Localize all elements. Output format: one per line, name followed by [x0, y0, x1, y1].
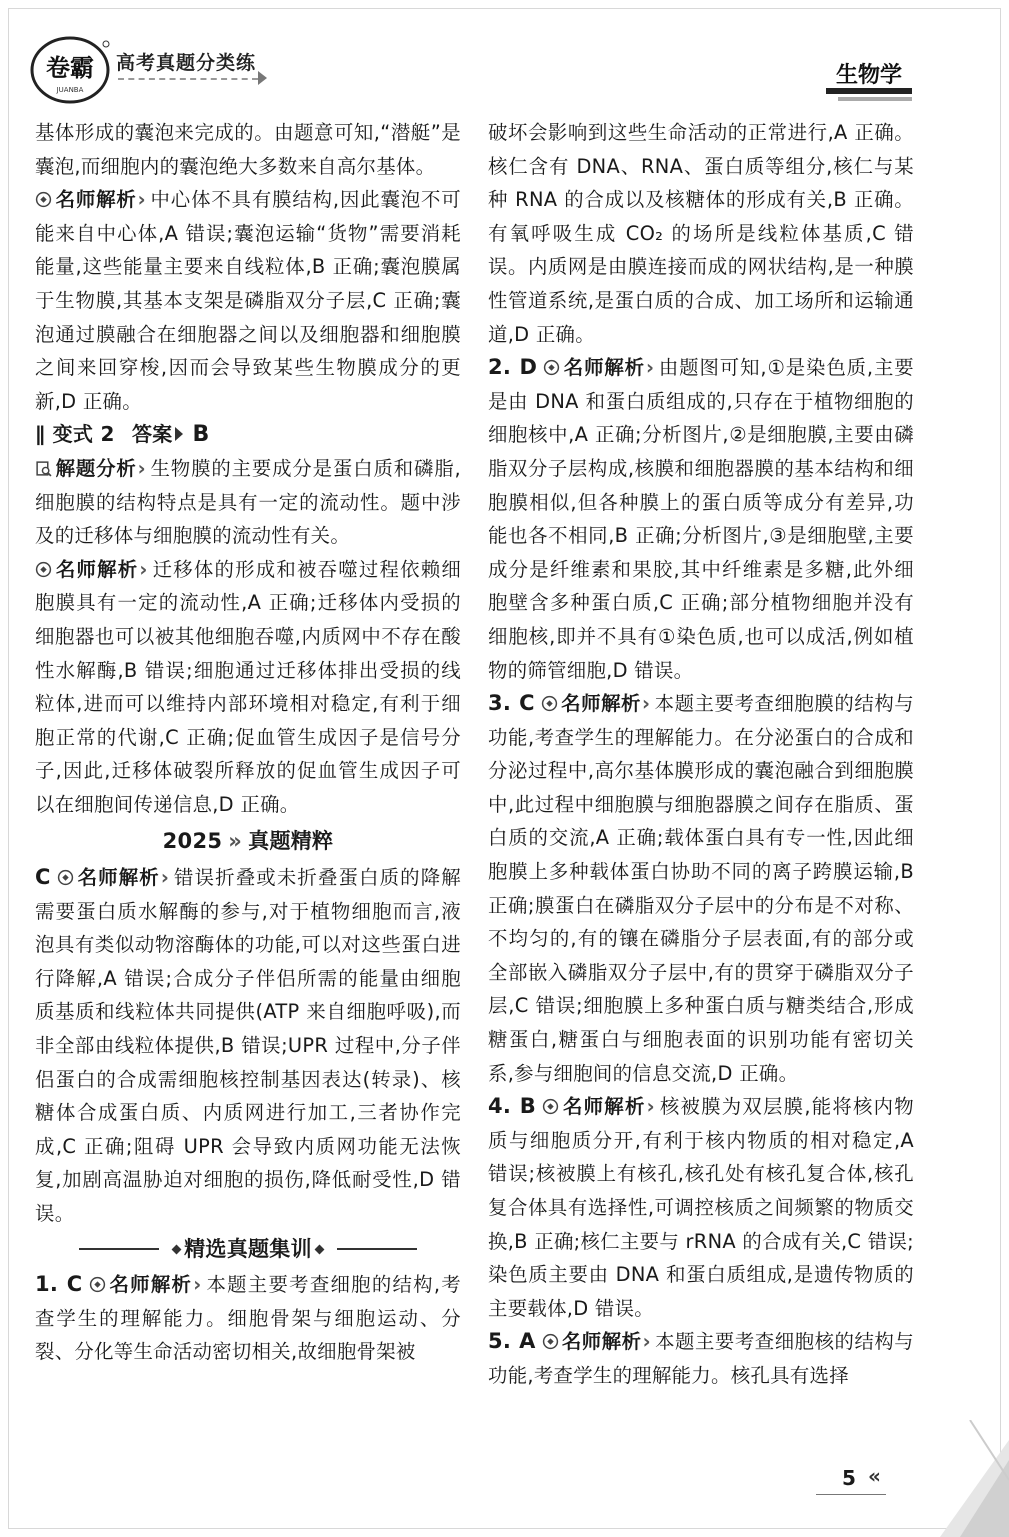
- analysis-text: 本题主要考查细胞膜的结构与功能,考查学生的理解能力。在分泌蛋白的合成和分泌过程中,高尔基体膜形成的囊泡融合到细胞膜中,此过程中细胞膜与细胞器膜之间存在脂质、蛋白质的交流,A 正确;载体蛋白具有专一性,因此细胞膜上多种载体蛋白协助不同的离子跨膜运输,B 正确;膜蛋白在磷脂双分子层中的分布是不对称、不均匀的,有的镶在磷脂分子层表面,有的部分或全部嵌入磷脂双分子层中,有的贯穿于磷脂双分子层,C 错误;细胞膜上多种蛋白质与糖类结合,形成糖蛋白,糖蛋白与细胞表面的识别功能有密切关系,参与细胞间的信息交流,D 正确。: [488, 692, 914, 1085]
- tag-label: 名师解析: [562, 1095, 646, 1119]
- juanba-logo: [30, 34, 114, 104]
- chevron-right-icon: ›: [139, 557, 148, 581]
- page-number: 5: [842, 1466, 856, 1490]
- question-number: 1. C: [35, 1272, 83, 1297]
- teacher-icon: [35, 561, 52, 578]
- section-heading-practice: [35, 1233, 461, 1267]
- analysis-text: 由题图可知,①是染色质,主要是由 DNA 和蛋白质组成的,只存在于植物细胞的细胞核中,A 正确;分析图片,②是细胞膜,主要由磷脂双分子层构成,核膜和细胞器膜的基本结构和细胞膜相似,但各种膜上的蛋白质等成分有差异,功能也各不相同,B 正确;分析图片,③是细胞壁,主要成分是纤维素和果胶,其中纤维素是多糖,此外细胞壁含多种蛋白质,C 正确;部分植物细胞并没有细胞核,即并不具有①染色质,也可以成活,例如植物的筛管细胞,D 错误。: [488, 356, 914, 682]
- section2-label: 精选真题集训: [184, 1236, 312, 1261]
- double-chevron-left-icon: «: [868, 1464, 881, 1488]
- left-analysis-1: [35, 183, 461, 418]
- tag-label: 名师解析: [108, 1273, 193, 1297]
- right-question-3: [488, 687, 914, 1090]
- teacher-icon: [543, 359, 560, 376]
- diamond-icon: [314, 1244, 324, 1254]
- teacher-icon: [57, 869, 74, 886]
- right-paragraph-1: 破坏会影响到这些生命活动的正常进行,A 正确。核仁含有 DNA、RNA、蛋白质等组分,核仁与某种 RNA 的合成以及核糖体的形成有关,B 正确。有氧呼吸生成 CO₂ 的场所是线粒体基质,C 错误。内质网是由膜连接而成的网状结构,是一种膜性管道系统,是蛋白质的合成、加工场所和运输通道,D 正确。: [488, 121, 914, 346]
- teacher-icon: [542, 1098, 559, 1115]
- chevron-right-icon: ›: [137, 456, 146, 480]
- tag-label: 名师解析: [55, 557, 139, 581]
- chevron-right-icon: ›: [642, 1330, 651, 1354]
- tag-label: 解题分析: [55, 456, 137, 480]
- header-arrow-icon: [258, 71, 267, 85]
- left-problem-analysis: [35, 452, 461, 553]
- question-number: 3. C: [488, 691, 535, 716]
- header-bar-secondary: [838, 97, 912, 101]
- series-title: 高考真题分类练: [116, 52, 257, 74]
- left-question-1: [35, 1268, 461, 1369]
- analysis-text: 本题主要考查细胞核的结构与功能,考查学生的理解能力。核孔具有选择: [488, 1330, 914, 1387]
- tag-label: 名师解析: [560, 692, 642, 716]
- variant-answer: B: [192, 422, 210, 448]
- variant-heading: [35, 418, 461, 452]
- logo-sub: JUANBA: [56, 86, 84, 94]
- left-column: [35, 116, 461, 1369]
- chevron-right-icon: ›: [137, 188, 146, 212]
- section-label: 真题精粹: [248, 829, 334, 854]
- chevron-right-icon: ›: [160, 866, 170, 890]
- question-number: 2. D: [488, 355, 538, 380]
- left-analysis-2: [35, 553, 461, 822]
- header-bar: [826, 88, 912, 94]
- answer-letter: C: [35, 865, 51, 890]
- corner-decoration: [930, 1420, 1009, 1537]
- variant-label: 变式 2: [52, 422, 115, 447]
- tag-label: 名师解析: [563, 356, 645, 380]
- left-2025-answer: [35, 861, 461, 1231]
- tag-label: 名师解析: [561, 1330, 642, 1354]
- heading-rule-right: [337, 1248, 417, 1250]
- answer-label: 答案: [131, 422, 173, 447]
- heading-rule-left: [79, 1248, 159, 1250]
- tag-label: 名师解析: [76, 866, 160, 890]
- section-year: 2025: [162, 829, 223, 854]
- analysis-text: 核被膜为双层膜,能将核内物质与细胞质分开,有利于核内物质的相对稳定,A 错误;核被膜上有核孔,核孔处有核孔复合体,核孔复合体具有选择性,可调控核质之间频繁的物质交换,B 正确;核仁主要与 rRNA 的合成有关,C 错误;染色质主要由 DNA 和蛋白质组成,是遗传物质的主要载体,D 错误。: [488, 1095, 914, 1320]
- analysis-text: 本题主要考查细胞的结构,考查学生的理解能力。细胞骨架与细胞运动、分裂、分化等生命活动密切相关,故细胞骨架被: [35, 1273, 461, 1364]
- slash-icon: ∥: [35, 422, 46, 447]
- teacher-icon: [541, 695, 558, 712]
- tag-label: 名师解析: [55, 188, 137, 212]
- analysis-text: 迁移体的形成和被吞噬过程依赖细胞膜具有一定的流动性,A 正确;迁移体内受损的细胞器也可以被其他细胞吞噬,内质网中不存在酸性水解酶,B 错误;细胞通过迁移体排出受损的线粒体,进而可以维持内部环境相对稳定,有利于细胞正常的代谢,C 正确;促血管生成因子是信号分子,因此,迁移体破裂所释放的促血管生成因子可以在细胞间传递信息,D 正确。: [35, 557, 462, 816]
- question-number: 4. B: [488, 1094, 537, 1119]
- left-paragraph-1: 基体形成的囊泡来完成的。由题意可知,“潜艇”是囊泡,而细胞内的囊泡绝大多数来自高尔基体。: [35, 121, 461, 178]
- section-heading-2025: [35, 825, 461, 859]
- answer-arrow-icon: [175, 427, 183, 441]
- question-number: 5. A: [488, 1329, 536, 1354]
- chevron-right-icon: ›: [645, 356, 655, 380]
- right-column: [488, 116, 914, 1393]
- teacher-icon: [542, 1333, 559, 1350]
- teacher-icon: [35, 191, 52, 208]
- right-question-2: [488, 351, 914, 687]
- analysis-text: 错误折叠或未折叠蛋白质的降解需要蛋白质水解酶的参与,对于植物细胞而言,液泡具有类似动物溶酶体的功能,可以对这些蛋白进行降解,A 错误;合成分子伴侣所需的能量由细胞质基质和线粒体共同提供(ATP 来自细胞呼吸),而非全部由线粒体提供,B 错误;UPR 过程中,分子伴侣蛋白的合成需细胞核控制基因表达(转录)、核糖体合成蛋白质、内质网进行加工,三者协作完成,C 正确;阻碍 UPR 会导致内质网功能无法恢复,加剧高温胁迫对细胞的损伤,降低耐受性,D 错误。: [35, 866, 462, 1225]
- chevron-right-icon: ›: [646, 1095, 655, 1119]
- chevron-right-icon: ›: [193, 1273, 202, 1297]
- footer-rule: [816, 1494, 886, 1495]
- logo-text: 卷霸: [46, 54, 94, 82]
- diamond-icon: [172, 1244, 182, 1254]
- double-chevron-icon: »: [228, 829, 243, 854]
- header-rule: [118, 78, 258, 80]
- right-question-5: [488, 1325, 914, 1392]
- analysis-text: 中心体不具有膜结构,因此囊泡不可能来自中心体,A 错误;囊泡运输“货物”需要消耗能量,这些能量主要来自线粒体,B 正确;囊泡膜属于生物膜,其基本支架是磷脂双分子层,C 正确;囊泡通过膜融合在细胞器之间以及细胞器和细胞膜之间来回穿梭,因而会导致某些生物膜成分的更新,D 正确。: [35, 188, 462, 413]
- teacher-icon: [89, 1276, 106, 1293]
- analysis-text: 生物膜的主要成分是蛋白质和磷脂,细胞膜的结构特点是具有一定的流动性。题中涉及的迁移体与细胞膜的流动性有关。: [35, 456, 462, 548]
- chevron-right-icon: ›: [642, 692, 651, 716]
- magnifier-icon: [35, 460, 52, 477]
- right-question-4: [488, 1090, 914, 1325]
- subject-title: 生物学: [836, 63, 903, 88]
